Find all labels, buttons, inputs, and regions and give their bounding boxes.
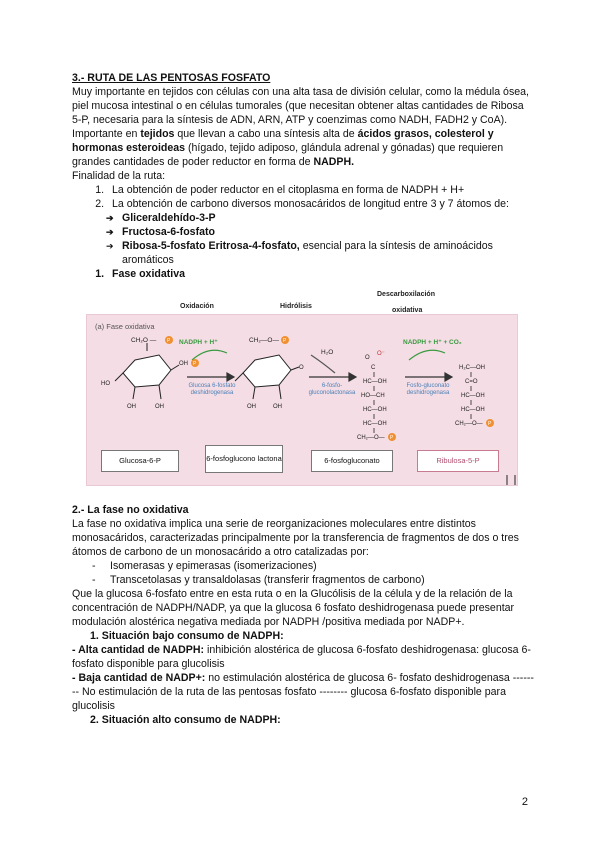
arrow-3 <box>405 350 452 381</box>
paragraph-regulacion: Que la glucosa 6-fosfato entre en esta ruta o en la Glucólisis de la célula y de la relación de la concentración de NADPH/NADP, ya que la glucosa 6 fosfato deshidrogenasa puede presentar modulación alostérica negativa mediada por NADPH /positiva mediada por NADP+. <box>72 588 515 628</box>
oxidative-phase-figure <box>72 284 534 494</box>
arrow-item-fructosa: ➔ Fructosa-6-fosfato <box>109 225 534 239</box>
svg-text:HC—OH: HC—OH <box>363 421 387 427</box>
header-oxidacion: Oxidación <box>180 303 214 310</box>
label-ribulosa-5-p: Ribulosa-5-P <box>417 450 499 472</box>
svg-text:OH: OH <box>273 404 282 410</box>
glucose-6-p-structure <box>115 343 179 399</box>
svg-text:CH₂—O—: CH₂—O— <box>249 337 279 344</box>
svg-text:OH: OH <box>155 404 164 410</box>
fase-oxidativa-heading: 1. Fase oxidativa <box>72 267 534 281</box>
svg-text:OH: OH <box>179 361 188 367</box>
6-fosfogluconato-structure <box>357 351 387 441</box>
header-hidrolisis: Hidrólisis <box>280 303 312 310</box>
svg-text:HC—OH: HC—OH <box>461 393 485 399</box>
svg-text:CH₂O —: CH₂O — <box>131 337 157 344</box>
svg-text:P: P <box>488 421 492 427</box>
section-2-title: 2.- La fase no oxidativa <box>72 504 189 516</box>
svg-text:P: P <box>167 338 171 344</box>
enzyme-lactonasa: 6-fosfo-gluconolactonasa <box>308 383 356 396</box>
cofactor-nadph-1: NADPH + H⁺ <box>179 339 218 346</box>
svg-text:HC—OH: HC—OH <box>363 407 387 413</box>
label-fosfoglucono-lactona: 6-fosfoglucono lactona <box>205 445 283 473</box>
lactone-structure <box>235 355 299 399</box>
svg-text:O: O <box>299 365 304 371</box>
svg-text:P: P <box>283 338 287 344</box>
section-3-title: 3.- RUTA DE LAS PENTOSAS FOSFATO <box>72 72 271 84</box>
goal-item: 1. La obtención de poder reductor en el citoplasma en forma de NADPH + H+ <box>107 183 534 197</box>
svg-text:CH₂—O—: CH₂—O— <box>357 435 385 441</box>
document-page <box>72 71 534 727</box>
panel-title: (a) Fase oxidativa <box>95 322 155 331</box>
svg-text:P: P <box>390 435 394 441</box>
alta-nadph-text: - Alta cantidad de NADPH: inhibición alostérica de glucosa 6-fosfato deshidrogenasa: glucosa 6-fosfato disponible para glucolisis <box>72 644 531 670</box>
situacion-bajo-consumo: 1. Situación bajo consumo de NADPH: <box>90 630 284 642</box>
monosaccharide-list <box>72 211 534 267</box>
paragraph-tejidos-sintesis: Importante en tejidos que llevan a cabo una síntesis alta de ácidos grasos, colesterol y hormonas esteroideas (hígado, tejido adiposo, glándula adrenal y gónadas) que requieren grandes cantidades de poder reductor en forma de NADPH. <box>72 128 504 168</box>
label-6-fosfogluconato: 6-fosfogluconato <box>311 450 393 472</box>
svg-text:HC—OH: HC—OH <box>363 379 387 385</box>
svg-text:C=O: C=O <box>465 379 478 385</box>
situacion-alto-consumo: 2. Situación alto consumo de NADPH: <box>90 714 281 726</box>
header-oxidativa: oxidativa <box>392 307 423 314</box>
svg-text:HO: HO <box>101 381 110 387</box>
enzyme-fosfogluconato-dh: Fosfo-gluconato deshidrogenasa <box>406 383 450 396</box>
cofactor-water: H₂O <box>321 349 334 356</box>
paragraph-fase-no-oxidativa: La fase no oxidativa implica una serie de reorganizaciones moleculares entre distintos monosacáridos, caracterizadas principalmente por la transferencia de fragmentos de dos o tres átomos de carbono de un monosacárido a otro catalizadas por: <box>72 518 519 558</box>
svg-text:H₂C—OH: H₂C—OH <box>459 365 485 371</box>
header-descarboxilacion: Descarboxilación <box>377 291 435 298</box>
svg-text:OH: OH <box>127 404 136 410</box>
figure-headers <box>72 284 534 314</box>
ribulosa-5-p-structure <box>455 365 485 427</box>
paragraph-tejidos-division: Muy importante en tejidos con células con una alta tasa de división celular, como la médula ósea, piel mucosa intestinal o en células tumorales (que necesitan obtener altas cantidades de Ribosa 5-P, necesaria para la síntesis de ADN, ARN, ATP y coenzimas como NADH, FADH2 y CoA). <box>72 86 529 126</box>
figure-tick-marks <box>507 475 515 485</box>
dash-item: - Transcetolasas y transaldolasas (transferir fragmentos de carbono) <box>92 573 534 587</box>
goals-list <box>72 183 534 211</box>
arrow-item-ribosa: ➔ Ribosa-5-fosfato Eritrosa-4-fosfato, esencial para la síntesis de aminoácidos aromáticos <box>109 239 534 267</box>
svg-text:O⁻: O⁻ <box>377 351 385 357</box>
goal-item: 2. La obtención de carbono diversos monosacáridos de longitud entre 3 y 7 átomos de: <box>107 197 534 211</box>
cofactor-nadph-co2: NADPH + H⁺ + CO₂ <box>403 339 462 346</box>
svg-text:OH: OH <box>247 404 256 410</box>
svg-text:P: P <box>193 361 197 367</box>
baja-nadp-text: - Baja cantidad de NADP+: no estimulación alostérica de glucosa 6- fosfato deshidrogenasa -------- No estimulación de la ruta de las pentosas fosfato -------- glucosa 6-fosfato disponible para glucolisis <box>72 672 534 712</box>
svg-text:HO—CH: HO—CH <box>361 393 385 399</box>
enzyme-g6pd: Glucosa 6-fosfato deshidrogenasa <box>188 383 236 396</box>
arrow-item-gliceraldehido: ➔ Gliceraldehído-3-P <box>109 211 534 225</box>
svg-text:HC—OH: HC—OH <box>461 407 485 413</box>
svg-text:CH₂—O—: CH₂—O— <box>455 421 483 427</box>
label-glucosa-6-p: Glucosa-6-P <box>101 450 179 472</box>
finalidad-label: Finalidad de la ruta: <box>72 170 166 182</box>
page-number: 2 <box>521 796 528 808</box>
enzyme-list <box>72 559 534 587</box>
svg-text:C: C <box>371 365 376 371</box>
svg-text:O: O <box>365 355 370 361</box>
dash-item: - Isomerasas y epimerasas (isomerizaciones) <box>92 559 534 573</box>
figure-panel <box>86 314 518 486</box>
